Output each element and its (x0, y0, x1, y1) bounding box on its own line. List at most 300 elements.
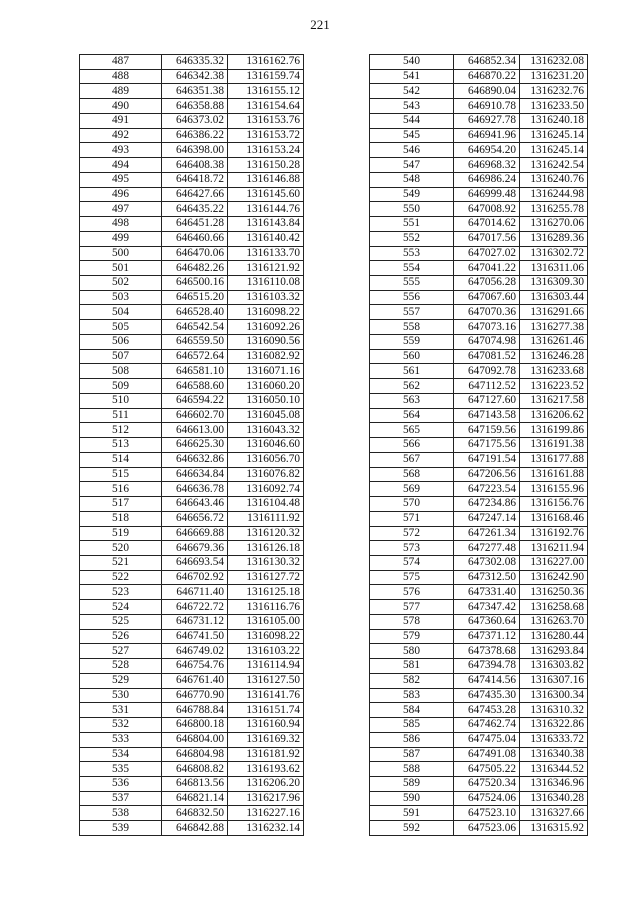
x-coordinate-cell: 646636.78 (162, 482, 228, 497)
point-number-cell: 532 (80, 718, 162, 733)
y-coordinate-cell: 1316127.50 (228, 673, 304, 688)
x-coordinate-cell: 646351.38 (162, 84, 228, 99)
point-number-cell: 489 (80, 84, 162, 99)
table-row (80, 806, 304, 821)
table-row (80, 290, 304, 305)
y-coordinate-cell: 1316144.76 (228, 202, 304, 217)
point-number-cell: 496 (80, 187, 162, 202)
point-number-cell: 568 (370, 467, 454, 482)
point-number-cell: 581 (370, 659, 454, 674)
x-coordinate-cell: 647453.28 (454, 703, 520, 718)
table-row (370, 99, 588, 114)
table-row (370, 187, 588, 202)
table-row (80, 703, 304, 718)
table-row (370, 423, 588, 438)
point-number-cell: 578 (370, 614, 454, 629)
x-coordinate-cell: 646581.10 (162, 364, 228, 379)
y-coordinate-cell: 1316217.58 (520, 393, 588, 408)
x-coordinate-cell: 646804.00 (162, 732, 228, 747)
x-coordinate-cell: 646999.48 (454, 187, 520, 202)
table-row (80, 541, 304, 556)
x-coordinate-cell: 646954.20 (454, 143, 520, 158)
table-row (80, 423, 304, 438)
y-coordinate-cell: 1316211.94 (520, 541, 588, 556)
x-coordinate-cell: 646500.16 (162, 276, 228, 291)
y-coordinate-cell: 1316322.86 (520, 718, 588, 733)
point-number-cell: 500 (80, 246, 162, 261)
x-coordinate-cell: 646749.02 (162, 644, 228, 659)
table-row (80, 659, 304, 674)
table-row (370, 511, 588, 526)
table-row (80, 84, 304, 99)
x-coordinate-cell: 647371.12 (454, 629, 520, 644)
x-coordinate-cell: 646482.26 (162, 261, 228, 276)
point-number-cell: 562 (370, 379, 454, 394)
point-number-cell: 586 (370, 732, 454, 747)
x-coordinate-cell: 647523.06 (454, 821, 520, 836)
point-number-cell: 529 (80, 673, 162, 688)
table-row (370, 776, 588, 791)
table-row (80, 791, 304, 806)
x-coordinate-cell: 647524.06 (454, 791, 520, 806)
x-coordinate-cell: 647014.62 (454, 217, 520, 232)
point-number-cell: 531 (80, 703, 162, 718)
y-coordinate-cell: 1316231.20 (520, 69, 588, 84)
y-coordinate-cell: 1316181.92 (228, 747, 304, 762)
x-coordinate-cell: 646559.50 (162, 334, 228, 349)
table-row (80, 747, 304, 762)
point-number-cell: 503 (80, 290, 162, 305)
y-coordinate-cell: 1316307.16 (520, 673, 588, 688)
point-number-cell: 574 (370, 555, 454, 570)
table-row (80, 128, 304, 143)
point-number-cell: 567 (370, 452, 454, 467)
x-coordinate-cell: 647191.54 (454, 452, 520, 467)
y-coordinate-cell: 1316155.96 (520, 482, 588, 497)
point-number-cell: 580 (370, 644, 454, 659)
x-coordinate-cell: 646852.34 (454, 55, 520, 70)
point-number-cell: 556 (370, 290, 454, 305)
y-coordinate-cell: 1316240.76 (520, 172, 588, 187)
x-coordinate-cell: 646515.20 (162, 290, 228, 305)
table-row (370, 231, 588, 246)
x-coordinate-cell: 647520.34 (454, 776, 520, 791)
x-coordinate-cell: 646669.88 (162, 526, 228, 541)
table-row (370, 747, 588, 762)
y-coordinate-cell: 1316092.74 (228, 482, 304, 497)
table-row (370, 438, 588, 453)
x-coordinate-cell: 647074.98 (454, 334, 520, 349)
table-row (80, 364, 304, 379)
point-number-cell: 549 (370, 187, 454, 202)
table-row (80, 261, 304, 276)
x-coordinate-cell: 646821.14 (162, 791, 228, 806)
table-row (370, 762, 588, 777)
y-coordinate-cell: 1316150.28 (228, 158, 304, 173)
x-coordinate-cell: 647331.40 (454, 585, 520, 600)
table-row (370, 349, 588, 364)
table-row (80, 570, 304, 585)
y-coordinate-cell: 1316310.32 (520, 703, 588, 718)
point-number-cell: 590 (370, 791, 454, 806)
x-coordinate-cell: 647234.86 (454, 497, 520, 512)
table-row (370, 158, 588, 173)
coordinate-table-right (369, 54, 588, 836)
y-coordinate-cell: 1316169.32 (228, 732, 304, 747)
point-number-cell: 527 (80, 644, 162, 659)
y-coordinate-cell: 1316346.96 (520, 776, 588, 791)
table-row (370, 600, 588, 615)
y-coordinate-cell: 1316193.62 (228, 762, 304, 777)
point-number-cell: 519 (80, 526, 162, 541)
y-coordinate-cell: 1316104.48 (228, 497, 304, 512)
point-number-cell: 558 (370, 320, 454, 335)
coordinate-table-body (80, 55, 304, 836)
table-row (80, 217, 304, 232)
x-coordinate-cell: 646358.88 (162, 99, 228, 114)
y-coordinate-cell: 1316233.50 (520, 99, 588, 114)
y-coordinate-cell: 1316160.94 (228, 718, 304, 733)
x-coordinate-cell: 647312.50 (454, 570, 520, 585)
x-coordinate-cell: 646470.06 (162, 246, 228, 261)
point-number-cell: 552 (370, 231, 454, 246)
x-coordinate-cell: 646890.04 (454, 84, 520, 99)
x-coordinate-cell: 646625.30 (162, 438, 228, 453)
point-number-cell: 524 (80, 600, 162, 615)
table-row (370, 320, 588, 335)
table-row (80, 172, 304, 187)
point-number-cell: 587 (370, 747, 454, 762)
y-coordinate-cell: 1316250.36 (520, 585, 588, 600)
x-coordinate-cell: 646813.56 (162, 776, 228, 791)
table-row (80, 202, 304, 217)
x-coordinate-cell: 647206.56 (454, 467, 520, 482)
y-coordinate-cell: 1316056.70 (228, 452, 304, 467)
x-coordinate-cell: 646788.84 (162, 703, 228, 718)
point-number-cell: 541 (370, 69, 454, 84)
y-coordinate-cell: 1316232.08 (520, 55, 588, 70)
table-row (370, 334, 588, 349)
x-coordinate-cell: 647394.78 (454, 659, 520, 674)
y-coordinate-cell: 1316103.22 (228, 644, 304, 659)
x-coordinate-cell: 647302.08 (454, 555, 520, 570)
coordinate-table-body (370, 55, 588, 836)
point-number-cell: 553 (370, 246, 454, 261)
table-row (370, 379, 588, 394)
x-coordinate-cell: 647008.92 (454, 202, 520, 217)
y-coordinate-cell: 1316333.72 (520, 732, 588, 747)
x-coordinate-cell: 646572.64 (162, 349, 228, 364)
x-coordinate-cell: 646731.12 (162, 614, 228, 629)
table-row (80, 585, 304, 600)
y-coordinate-cell: 1316145.60 (228, 187, 304, 202)
x-coordinate-cell: 647475.04 (454, 732, 520, 747)
y-coordinate-cell: 1316143.84 (228, 217, 304, 232)
point-number-cell: 539 (80, 821, 162, 836)
x-coordinate-cell: 647017.56 (454, 231, 520, 246)
table-row (80, 99, 304, 114)
point-number-cell: 565 (370, 423, 454, 438)
y-coordinate-cell: 1316105.00 (228, 614, 304, 629)
x-coordinate-cell: 647414.56 (454, 673, 520, 688)
point-number-cell: 540 (370, 55, 454, 70)
table-row (370, 732, 588, 747)
x-coordinate-cell: 646804.98 (162, 747, 228, 762)
point-number-cell: 591 (370, 806, 454, 821)
y-coordinate-cell: 1316240.18 (520, 113, 588, 128)
point-number-cell: 509 (80, 379, 162, 394)
point-number-cell: 577 (370, 600, 454, 615)
x-coordinate-cell: 647435.30 (454, 688, 520, 703)
x-coordinate-cell: 646968.32 (454, 158, 520, 173)
x-coordinate-cell: 647092.78 (454, 364, 520, 379)
y-coordinate-cell: 1316280.44 (520, 629, 588, 644)
point-number-cell: 530 (80, 688, 162, 703)
x-coordinate-cell: 646398.00 (162, 143, 228, 158)
table-row (80, 55, 304, 70)
x-coordinate-cell: 646602.70 (162, 408, 228, 423)
y-coordinate-cell: 1316154.64 (228, 99, 304, 114)
table-row (80, 393, 304, 408)
point-number-cell: 559 (370, 334, 454, 349)
table-row (80, 673, 304, 688)
point-number-cell: 544 (370, 113, 454, 128)
point-number-cell: 554 (370, 261, 454, 276)
y-coordinate-cell: 1316270.06 (520, 217, 588, 232)
point-number-cell: 564 (370, 408, 454, 423)
table-row (80, 246, 304, 261)
x-coordinate-cell: 647143.58 (454, 408, 520, 423)
x-coordinate-cell: 647175.56 (454, 438, 520, 453)
point-number-cell: 510 (80, 393, 162, 408)
y-coordinate-cell: 1316159.74 (228, 69, 304, 84)
point-number-cell: 546 (370, 143, 454, 158)
y-coordinate-cell: 1316191.38 (520, 438, 588, 453)
y-coordinate-cell: 1316162.76 (228, 55, 304, 70)
y-coordinate-cell: 1316127.72 (228, 570, 304, 585)
point-number-cell: 508 (80, 364, 162, 379)
x-coordinate-cell: 646870.22 (454, 69, 520, 84)
point-number-cell: 490 (80, 99, 162, 114)
y-coordinate-cell: 1316277.38 (520, 320, 588, 335)
y-coordinate-cell: 1316125.18 (228, 585, 304, 600)
point-number-cell: 563 (370, 393, 454, 408)
x-coordinate-cell: 647505.22 (454, 762, 520, 777)
table-row (370, 673, 588, 688)
y-coordinate-cell: 1316199.86 (520, 423, 588, 438)
point-number-cell: 516 (80, 482, 162, 497)
table-row (370, 467, 588, 482)
y-coordinate-cell: 1316146.88 (228, 172, 304, 187)
point-number-cell: 538 (80, 806, 162, 821)
table-row (370, 55, 588, 70)
y-coordinate-cell: 1316120.32 (228, 526, 304, 541)
point-number-cell: 576 (370, 585, 454, 600)
y-coordinate-cell: 1316151.74 (228, 703, 304, 718)
point-number-cell: 550 (370, 202, 454, 217)
x-coordinate-cell: 646986.24 (454, 172, 520, 187)
table-row (80, 334, 304, 349)
y-coordinate-cell: 1316293.84 (520, 644, 588, 659)
table-row (80, 688, 304, 703)
y-coordinate-cell: 1316242.90 (520, 570, 588, 585)
table-row (370, 806, 588, 821)
table-row (370, 629, 588, 644)
y-coordinate-cell: 1316206.20 (228, 776, 304, 791)
y-coordinate-cell: 1316258.68 (520, 600, 588, 615)
y-coordinate-cell: 1316046.60 (228, 438, 304, 453)
y-coordinate-cell: 1316302.72 (520, 246, 588, 261)
x-coordinate-cell: 646451.28 (162, 217, 228, 232)
table-row (80, 511, 304, 526)
table-row (370, 703, 588, 718)
point-number-cell: 504 (80, 305, 162, 320)
point-number-cell: 535 (80, 762, 162, 777)
table-row (370, 482, 588, 497)
y-coordinate-cell: 1316223.52 (520, 379, 588, 394)
point-number-cell: 570 (370, 497, 454, 512)
point-number-cell: 518 (80, 511, 162, 526)
y-coordinate-cell: 1316303.44 (520, 290, 588, 305)
y-coordinate-cell: 1316121.92 (228, 261, 304, 276)
y-coordinate-cell: 1316217.96 (228, 791, 304, 806)
x-coordinate-cell: 646761.40 (162, 673, 228, 688)
x-coordinate-cell: 647360.64 (454, 614, 520, 629)
y-coordinate-cell: 1316114.94 (228, 659, 304, 674)
table-row (80, 600, 304, 615)
table-row (370, 791, 588, 806)
y-coordinate-cell: 1316233.68 (520, 364, 588, 379)
x-coordinate-cell: 646702.92 (162, 570, 228, 585)
x-coordinate-cell: 646693.54 (162, 555, 228, 570)
y-coordinate-cell: 1316133.70 (228, 246, 304, 261)
x-coordinate-cell: 646643.46 (162, 497, 228, 512)
point-number-cell: 569 (370, 482, 454, 497)
table-row (80, 821, 304, 836)
y-coordinate-cell: 1316227.00 (520, 555, 588, 570)
table-row (80, 113, 304, 128)
point-number-cell: 585 (370, 718, 454, 733)
y-coordinate-cell: 1316090.56 (228, 334, 304, 349)
table-row (80, 305, 304, 320)
table-row (370, 585, 588, 600)
point-number-cell: 515 (80, 467, 162, 482)
y-coordinate-cell: 1316246.28 (520, 349, 588, 364)
point-number-cell: 575 (370, 570, 454, 585)
x-coordinate-cell: 646460.66 (162, 231, 228, 246)
y-coordinate-cell: 1316263.70 (520, 614, 588, 629)
coordinate-table-left (79, 54, 304, 836)
x-coordinate-cell: 646800.18 (162, 718, 228, 733)
x-coordinate-cell: 646941.96 (454, 128, 520, 143)
table-row (80, 276, 304, 291)
table-row (370, 526, 588, 541)
y-coordinate-cell: 1316177.88 (520, 452, 588, 467)
table-row (370, 393, 588, 408)
x-coordinate-cell: 646427.66 (162, 187, 228, 202)
table-row (80, 718, 304, 733)
point-number-cell: 589 (370, 776, 454, 791)
y-coordinate-cell: 1316050.10 (228, 393, 304, 408)
table-row (370, 718, 588, 733)
table-row (80, 69, 304, 84)
x-coordinate-cell: 646435.22 (162, 202, 228, 217)
y-coordinate-cell: 1316291.66 (520, 305, 588, 320)
table-row (80, 143, 304, 158)
table-row (80, 555, 304, 570)
point-number-cell: 548 (370, 172, 454, 187)
table-row (80, 644, 304, 659)
table-row (370, 644, 588, 659)
table-row (80, 349, 304, 364)
point-number-cell: 491 (80, 113, 162, 128)
table-row (370, 497, 588, 512)
table-row (80, 526, 304, 541)
x-coordinate-cell: 646634.84 (162, 467, 228, 482)
y-coordinate-cell: 1316141.76 (228, 688, 304, 703)
x-coordinate-cell: 647070.36 (454, 305, 520, 320)
y-coordinate-cell: 1316156.76 (520, 497, 588, 512)
y-coordinate-cell: 1316043.32 (228, 423, 304, 438)
y-coordinate-cell: 1316116.76 (228, 600, 304, 615)
table-row (80, 732, 304, 747)
table-row (80, 452, 304, 467)
table-row (80, 629, 304, 644)
point-number-cell: 542 (370, 84, 454, 99)
point-number-cell: 488 (80, 69, 162, 84)
point-number-cell: 582 (370, 673, 454, 688)
point-number-cell: 507 (80, 349, 162, 364)
table-row (370, 614, 588, 629)
y-coordinate-cell: 1316340.38 (520, 747, 588, 762)
table-row (370, 69, 588, 84)
table-row (80, 438, 304, 453)
point-number-cell: 537 (80, 791, 162, 806)
y-coordinate-cell: 1316245.14 (520, 128, 588, 143)
y-coordinate-cell: 1316161.88 (520, 467, 588, 482)
x-coordinate-cell: 646656.72 (162, 511, 228, 526)
x-coordinate-cell: 646842.88 (162, 821, 228, 836)
table-row (80, 614, 304, 629)
point-number-cell: 551 (370, 217, 454, 232)
y-coordinate-cell: 1316140.42 (228, 231, 304, 246)
x-coordinate-cell: 646741.50 (162, 629, 228, 644)
y-coordinate-cell: 1316155.12 (228, 84, 304, 99)
y-coordinate-cell: 1316327.66 (520, 806, 588, 821)
x-coordinate-cell: 646594.22 (162, 393, 228, 408)
table-row (370, 688, 588, 703)
table-row (370, 172, 588, 187)
point-number-cell: 494 (80, 158, 162, 173)
y-coordinate-cell: 1316192.76 (520, 526, 588, 541)
y-coordinate-cell: 1316153.72 (228, 128, 304, 143)
x-coordinate-cell: 647159.56 (454, 423, 520, 438)
table-row (370, 217, 588, 232)
x-coordinate-cell: 647462.74 (454, 718, 520, 733)
y-coordinate-cell: 1316076.82 (228, 467, 304, 482)
table-row (370, 202, 588, 217)
table-row (370, 659, 588, 674)
y-coordinate-cell: 1316153.24 (228, 143, 304, 158)
x-coordinate-cell: 647056.28 (454, 276, 520, 291)
x-coordinate-cell: 646679.36 (162, 541, 228, 556)
y-coordinate-cell: 1316255.78 (520, 202, 588, 217)
point-number-cell: 584 (370, 703, 454, 718)
point-number-cell: 506 (80, 334, 162, 349)
table-row (80, 497, 304, 512)
x-coordinate-cell: 646408.38 (162, 158, 228, 173)
point-number-cell: 498 (80, 217, 162, 232)
